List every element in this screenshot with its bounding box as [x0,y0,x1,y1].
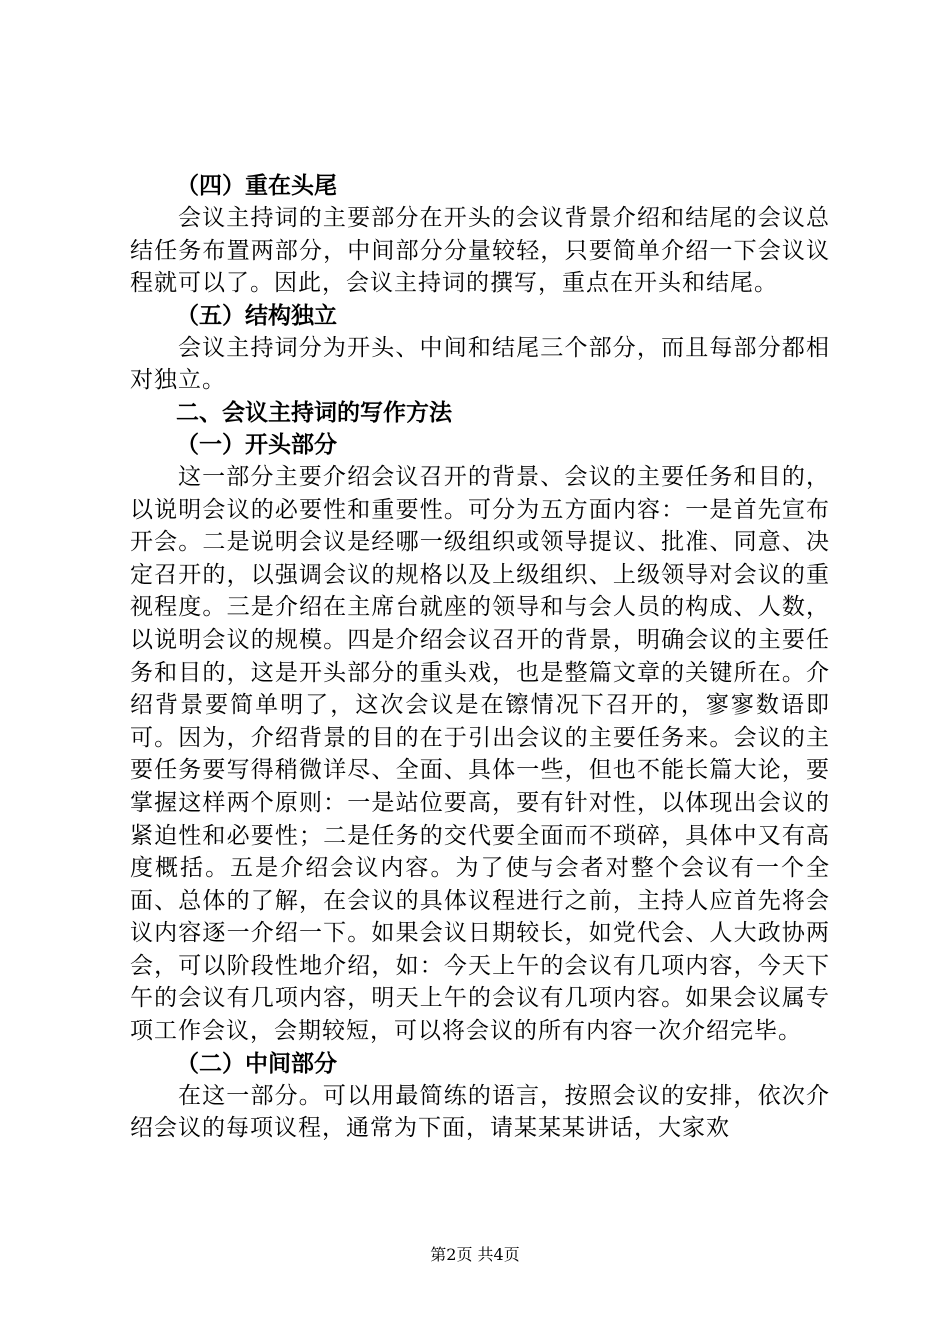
paragraph-structure: 会议主持词分为开头、中间和结尾三个部分，而且每部分都相对独立。 [130,334,830,394]
section-heading-opening: （一）开头部分 [176,431,337,458]
paragraph-opening: 这一部分主要介绍会议召开的背景、会议的主要任务和目的，以说明会议的必要性和重要性。可分为五方面内容：一是首先宣布开会。二是说明会议是经哪一级组织或领导提议、批准、同意、决定召开的，以强调会议的规格以及上级组织、上级领导对会议的重视程度。三是介绍在主席台就座的领导和与会人员的构成、人数，以说明会议的规模。四是介绍会议召开的背景，明确会议的主要任务和目的，这是开头部分的重头戏，也是整篇文章的关键所在。介绍背景要简单明了，这次会议是在镲情况下召开的，寥寥数语即可。因为，介绍背景的目的在于引出会议的主要任务来。会议的主要任务要写得稍微详尽、全面、具体一些，但也不能长篇大论，要掌握这样两个原则：一是站位要高，要有针对性，以体现出会议的紧迫性和必要性；二是任务的交代要全面而不琐碎，具体中又有高度概括。五是介绍会议内容。为了使与会者对整个会议有一个全面、总体的了解，在会议的具体议程进行之前，主持人应首先将会议内容逐一介绍一下。如果会议日期较长，如党代会、人大政协两会，可以阶段性地介绍，如：今天上午的会议有几项内容，今天下午的会议有几项内容，明天上午的会议有几项内容。如果会议属专项工作会议，会期较短，可以将会议的所有内容一次介绍完毕。 [130,463,830,1045]
section-heading-middle: （二）中间部分 [176,1050,337,1077]
document-body [130,170,830,1145]
paragraph-head-tail: 会议主持词的主要部分在开头的会议背景介绍和结尾的会议总结任务布置两部分，中间部分分量较轻，只要简单介绍一下会议议程就可以了。因此，会议主持词的撰写，重点在开头和结尾。 [130,205,830,297]
chapter-heading-writing-method: 二、会议主持词的写作方法 [176,399,452,426]
page-footer: 第2页 共4页 [430,1245,520,1264]
paragraph-middle: 在这一部分。可以用最简练的语言，按照会议的安排，依次介绍会议的每项议程，通常为下面，请某某某讲话，大家欢 [130,1082,830,1142]
section-heading-five: （五）结构独立 [176,302,337,329]
section-heading-four: （四）重在头尾 [176,173,337,199]
